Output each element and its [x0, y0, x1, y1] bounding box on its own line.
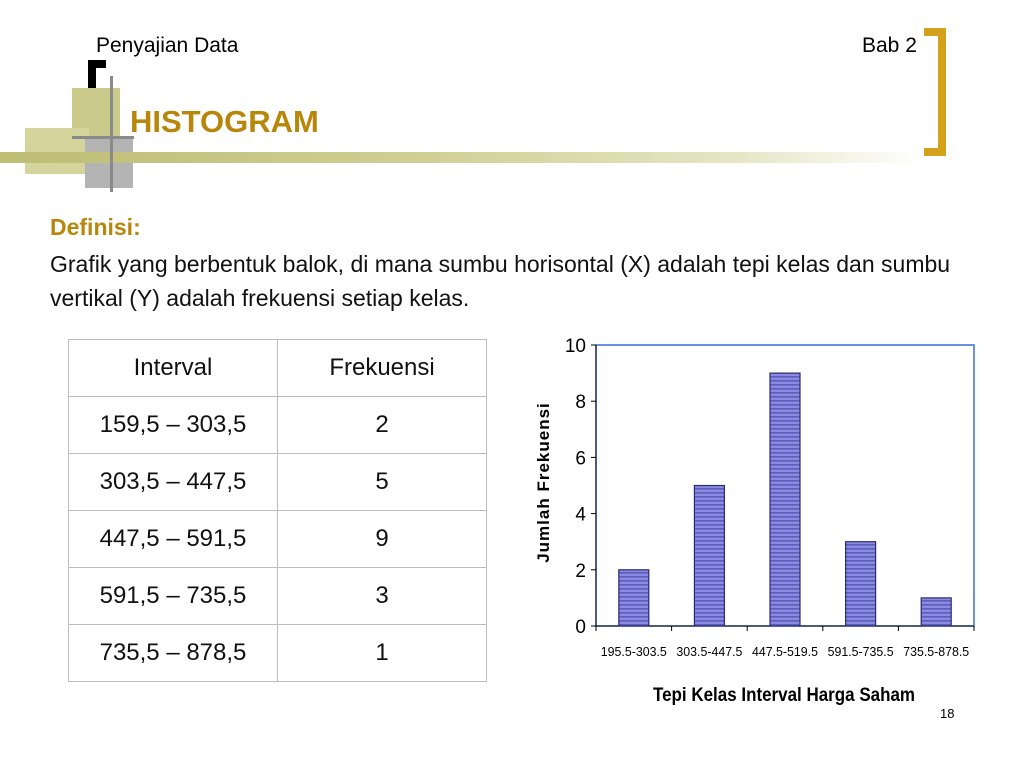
y-tick-label: 8 — [575, 392, 586, 414]
x-tick-label: 303.5-447.5 — [676, 645, 743, 659]
table-cell-interval: 303,5 – 447,5 — [69, 454, 278, 511]
page-title: HISTOGRAM — [130, 104, 319, 139]
x-axis-label: Tepi Kelas Interval Harga Saham — [653, 685, 915, 706]
x-tick-label: 447.5-519.5 — [752, 645, 819, 659]
y-tick-label: 4 — [575, 504, 586, 526]
table-cell-interval: 159,5 – 303,5 — [69, 397, 278, 454]
slide-number: 18 — [940, 706, 955, 721]
histogram-bar — [619, 570, 649, 626]
table-header-interval: Interval — [69, 340, 278, 397]
header-section-title: Penyajian Data — [96, 34, 239, 57]
table-cell-frequency: 3 — [278, 568, 487, 625]
x-tick-label: 195.5-303.5 — [600, 645, 667, 659]
header-chapter: Bab 2 — [862, 34, 917, 57]
x-tick-label: 735.5-878.5 — [903, 645, 970, 659]
histogram-bar — [846, 542, 876, 626]
table-cell-frequency: 2 — [278, 397, 487, 454]
table-cell-interval: 591,5 – 735,5 — [69, 568, 278, 625]
histogram-bar — [770, 373, 800, 626]
table-cell-interval: 447,5 – 591,5 — [69, 511, 278, 568]
y-tick-label: 2 — [575, 560, 586, 582]
y-tick-label: 10 — [564, 336, 586, 357]
histogram-bar — [921, 598, 951, 626]
definition-text: Grafik yang berbentuk balok, di mana sumbu horisontal (X) adalah tepi kelas dan sumbu vertikal (Y) adalah frekuensi setiap kelas. — [50, 251, 951, 311]
y-tick-label: 0 — [575, 617, 586, 638]
table-header-frequency: Frekuensi — [278, 340, 487, 397]
table-cell-interval: 735,5 – 878,5 — [69, 625, 278, 682]
y-tick-label: 6 — [575, 448, 586, 470]
y-axis-label: Jumlah Frekuensi — [534, 402, 553, 563]
definition-label: Definisi: — [50, 214, 141, 240]
x-tick-label: 591.5-735.5 — [827, 645, 894, 659]
histogram-bar — [694, 486, 724, 627]
table-cell-frequency: 9 — [278, 511, 487, 568]
table-cell-frequency: 1 — [278, 625, 487, 682]
table-cell-frequency: 5 — [278, 454, 487, 511]
